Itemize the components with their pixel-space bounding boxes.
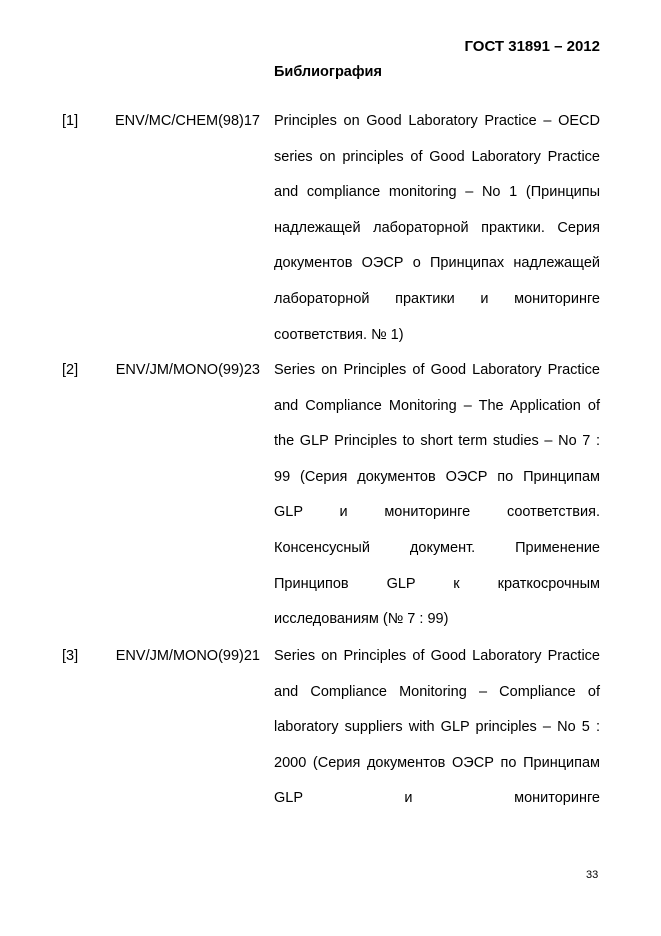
reference-code: ENV/JM/MONO(99)23 xyxy=(115,362,260,378)
reference-number: [2] xyxy=(62,362,79,378)
reference-text: Series on Principles of Good Laboratory Practice and Compliance Monitoring – Compliance of laboratory suppliers with GLP principles – No 5 : 2000 (Серия документов ОЭСР по Принципам GLP и мониторинге xyxy=(274,648,600,807)
bibliography-title: Библиография xyxy=(274,64,382,80)
page-number: 33 xyxy=(586,869,599,881)
reference-number: [1] xyxy=(62,113,79,129)
reference-code: ENV/MC/CHEM(98)17 xyxy=(114,113,260,129)
reference-code: ENV/JM/MONO(99)21 xyxy=(115,648,260,664)
reference-text: Principles on Good Laboratory Practice – OECD series on principles of Good Laboratory Practice and compliance monitoring – No 1 (Принципы надлежащей лабораторной практики. Серия документов ОЭСР о Принципах надлежащей лабораторной практики и мониторинге соответствия. № 1) xyxy=(274,113,600,343)
document-header: ГОСТ 31891 – 2012 xyxy=(464,38,600,55)
reference-number: [3] xyxy=(62,648,79,664)
reference-text: Series on Principles of Good Laboratory Practice and Compliance Monitoring – The Application of the GLP Principles to short term studies – No 7 : 99 (Серия документов ОЭСР по Принципам GLP и мониторинге соответствия. Консенсусный документ. Применение Принципов GLP к краткосрочным исследованиям (№ 7 : 99) xyxy=(274,362,600,628)
